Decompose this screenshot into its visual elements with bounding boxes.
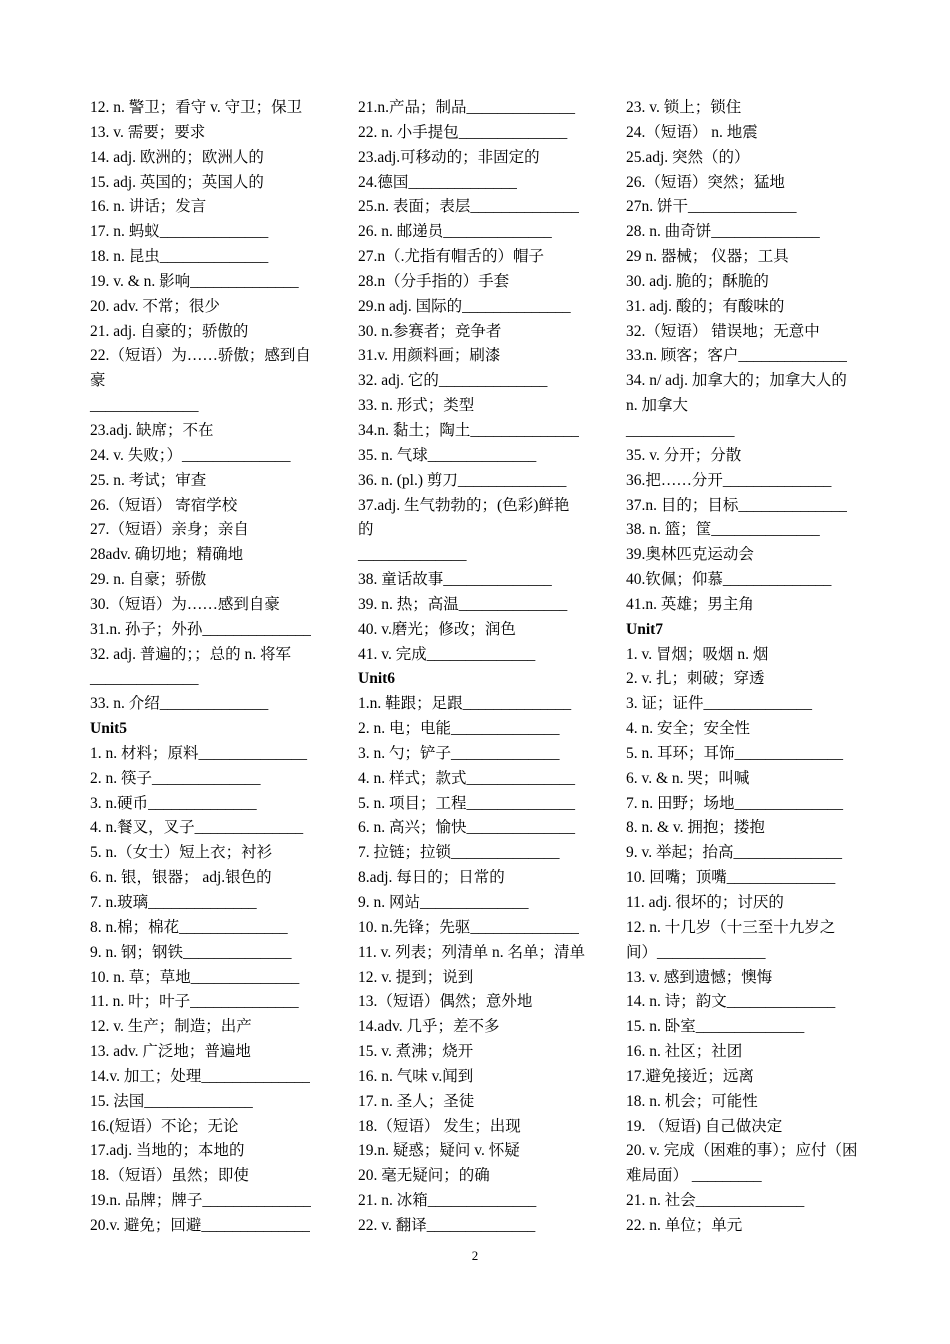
vocab-line: 19.n. 品牌；牌子______________ xyxy=(90,1192,311,1210)
vocab-line: 22. n. 单位；单元 xyxy=(626,1216,743,1234)
vocab-line: 20.v. 避免；回避______________ xyxy=(90,1216,310,1234)
vocab-line: 17.避免接近；远离 xyxy=(626,1067,754,1085)
unit-heading: Unit7 xyxy=(626,620,664,638)
vocab-line: 8.adj. 每日的；日常的 xyxy=(358,869,505,887)
vocab-line: 18.（短语） 发生；出现 xyxy=(358,1117,521,1135)
vocab-line: 6. n. 银，银器； adj.银色的 xyxy=(90,869,272,887)
vocab-line: 25.n. 表面；表层______________ xyxy=(358,198,579,216)
vocab-line: 26.（短语）突然；猛地 xyxy=(626,173,785,191)
vocab-line: 32. adj. 它的______________ xyxy=(358,372,548,390)
vocab-line: 9. n. 钢；钢铁______________ xyxy=(90,943,292,961)
vocab-line: 8. n.棉；棉花______________ xyxy=(90,918,288,936)
vocab-line: 10. n.先锋；先驱______________ xyxy=(358,918,579,936)
vocab-line: 19. v. & n. 影响______________ xyxy=(90,272,299,290)
vocab-line: 27.n（.尤指有帽舌的）帽子 xyxy=(358,248,545,266)
vocab-line: 24. v. 失败；）______________ xyxy=(90,446,291,464)
vocab-line: 24.德国______________ xyxy=(358,173,517,191)
vocab-line: 31.v. 用颜料画；刷漆 xyxy=(358,347,501,365)
vocab-line: 间）______________ xyxy=(626,943,766,961)
unit-heading: Unit5 xyxy=(90,720,128,738)
vocab-line: 10. n. 草；草地______________ xyxy=(90,968,300,986)
vocab-line: 3. 证；证件______________ xyxy=(626,695,813,713)
vocab-line: 18. n. 机会；可能性 xyxy=(626,1092,758,1110)
vocab-line: 39.奥林匹克运动会 xyxy=(626,546,754,564)
vocab-line: 10. 回嘴；顶嘴______________ xyxy=(626,869,836,887)
vocab-line: 豪 xyxy=(90,372,106,390)
vocab-line: 8. n. & v. 拥抱；搂抱 xyxy=(626,819,765,837)
vocab-line: 23.adj. 缺席；不在 xyxy=(90,421,214,439)
vocab-line: 9. n. 网站______________ xyxy=(358,894,529,911)
vocab-line: 19. （短语) 自己做决定 xyxy=(626,1117,783,1135)
vocab-line: ______________ xyxy=(90,397,199,415)
vocab-line: 23.adj.可移动的；非固定的 xyxy=(358,148,540,166)
vocab-line: 26. n. 邮递员______________ xyxy=(358,223,552,241)
vocab-line: 2. n. 筷子______________ xyxy=(90,769,261,787)
vocab-line: 13. adv. 广泛地；普遍地 xyxy=(90,1043,251,1061)
vocab-line: 38. n. 篮；筐______________ xyxy=(626,521,820,539)
vocab-line: 5. n. 耳环；耳饰______________ xyxy=(626,744,844,762)
vocab-line: 32.（短语） 错误地；无意中 xyxy=(626,322,820,340)
vocab-line: 18. n. 昆虫______________ xyxy=(90,248,269,266)
vocab-line: 11. v. 列表；列清单 n. 名单；清单 xyxy=(358,943,586,961)
vocab-line: 7. n. 田野；场地______________ xyxy=(626,794,844,812)
vocab-line: 16.(短语）不论；无论 xyxy=(90,1117,239,1135)
vocab-line: 36.把……分开______________ xyxy=(626,471,832,489)
vocab-line: 26.（短语） 寄宿学校 xyxy=(90,496,238,514)
vocab-line: 11. adj. 很坏的；讨厌的 xyxy=(626,894,784,911)
vocab-line: 13. v. 感到遗憾；懊悔 xyxy=(626,968,773,986)
vocab-line: 31.n. 孙子；外孙______________ xyxy=(90,620,311,638)
column-middle xyxy=(358,96,598,1239)
vocab-line: 25.adj. 突然（的） xyxy=(626,148,750,166)
vocab-line: 15. adj. 英国的；英国人的 xyxy=(90,173,264,191)
page-number: 2 xyxy=(471,1248,479,1263)
vocab-line: ______________ xyxy=(90,670,199,688)
vocab-line: 28.n（分手指的）手套 xyxy=(358,272,510,290)
vocab-line: 15. v. 煮沸；烧开 xyxy=(358,1043,474,1061)
vocab-line: 33.n. 顾客；客户______________ xyxy=(626,347,847,365)
vocab-line: 9. v. 举起；抬高______________ xyxy=(626,844,842,862)
vocab-line: 39. n. 热；高温______________ xyxy=(358,595,568,613)
vocab-line: 35. v. 分开；分散 xyxy=(626,446,742,464)
vocab-line: 3. n. 勺；铲子______________ xyxy=(358,744,560,762)
vocab-line: 34.n. 黏土；陶土______________ xyxy=(358,421,579,439)
vocab-line: 16. n. 社区；社团 xyxy=(626,1043,743,1061)
vocab-line: 6. n. 高兴；愉快______________ xyxy=(358,819,576,837)
vocab-line: 37.adj. 生气勃勃的；(色彩)鲜艳 xyxy=(358,496,570,514)
vocab-line: 17.adj. 当地的；本地的 xyxy=(90,1142,245,1160)
vocab-line: 33. n. 形式；类型 xyxy=(358,397,475,415)
vocab-line: 17. n. 圣人；圣徒 xyxy=(358,1092,475,1110)
vocab-line: 22. v. 翻译______________ xyxy=(358,1216,536,1234)
vocab-line: 4. n. 样式；款式______________ xyxy=(358,769,576,787)
vocab-line: 难局面） _________ xyxy=(626,1167,762,1185)
vocab-line: 20. adv. 不常；很少 xyxy=(90,297,220,315)
column-left xyxy=(90,96,330,1239)
vocab-line: ______________ xyxy=(358,546,467,564)
vocab-line: 20. v. 完成（困难的事）；应付（困 xyxy=(626,1142,858,1160)
vocab-line: 4. n.餐叉，叉子______________ xyxy=(90,819,304,837)
vocab-line: 24.（短语） n. 地震 xyxy=(626,123,758,141)
vocab-line: 2. n. 电；电能______________ xyxy=(358,720,560,738)
vocab-line: 37.n. 目的；目标______________ xyxy=(626,496,847,514)
vocab-line: 30. adj. 脆的；酥脆的 xyxy=(626,272,769,290)
vocab-line: 30.（短语）为……感到自豪 xyxy=(90,595,280,613)
vocab-line: 41.n. 英雄；男主角 xyxy=(626,595,754,613)
vocab-line: 16. n. 讲话；发言 xyxy=(90,198,207,216)
unit-heading: Unit6 xyxy=(358,670,396,688)
vocab-line: ______________ xyxy=(626,421,735,439)
vocab-line: 14. adj. 欧洲的；欧洲人的 xyxy=(90,148,264,166)
vocab-line: 1. v. 冒烟；吸烟 n. 烟 xyxy=(626,645,769,663)
vocab-line: 23. v. 锁上；锁住 xyxy=(626,99,742,116)
vocab-line: 20. 毫无疑问；的确 xyxy=(358,1167,490,1185)
vocab-line: 22. n. 小手提包______________ xyxy=(358,123,568,141)
vocab-line: 5. n. 项目；工程______________ xyxy=(358,794,576,812)
vocab-line: 2. v. 扎；刺破；穿透 xyxy=(626,670,765,688)
vocab-line: 27.（短语）亲身；亲自 xyxy=(90,521,249,539)
column-right xyxy=(626,96,866,1239)
vocab-line: 15. 法国______________ xyxy=(90,1092,253,1110)
vocab-line: 40.钦佩；仰慕______________ xyxy=(626,571,832,589)
vocab-line: 22.（短语）为……骄傲；感到自 xyxy=(90,347,311,365)
vocab-line: 40. v.磨光；修改；润色 xyxy=(358,620,516,638)
vocab-line: 21. n. 冰箱______________ xyxy=(358,1192,537,1210)
vocab-line: 30. n.参赛者；竞争者 xyxy=(358,322,502,340)
vocab-line: 34. n/ adj. 加拿大的；加拿大人的 xyxy=(626,372,847,390)
vocab-line: 41. v. 完成______________ xyxy=(358,645,536,663)
vocab-line: 7. n.玻璃______________ xyxy=(90,894,257,911)
vocab-line: 27n. 饼干______________ xyxy=(626,198,797,216)
vocab-line: 21. adj. 自豪的；骄傲的 xyxy=(90,322,249,340)
vocab-line: 36. n. (pl.) 剪刀______________ xyxy=(358,471,567,489)
vocab-line: 18.（短语）虽然；即使 xyxy=(90,1167,249,1185)
vocab-line: 4. n. 安全；安全性 xyxy=(626,720,751,738)
vocab-line: 38. 童话故事______________ xyxy=(358,571,552,589)
vocab-line: 12. n. 警卫；看守 v. 守卫；保卫 xyxy=(90,99,303,116)
vocab-line: 1. n. 材料；原料______________ xyxy=(90,744,308,762)
vocab-line: 32. adj. 普遍的；；总的 n. 将军 xyxy=(90,645,292,663)
vocab-line: 28adv. 确切地；精确地 xyxy=(90,546,244,564)
vocab-line: n. 加拿大 xyxy=(626,397,689,415)
vocab-line: 14. n. 诗；韵文______________ xyxy=(626,993,836,1011)
vocab-line: 29 n. 器械； 仪器；工具 xyxy=(626,248,789,266)
vocab-line: 16. n. 气味 v.闻到 xyxy=(358,1067,474,1085)
vocab-line: 31. adj. 酸的；有酸味的 xyxy=(626,297,785,315)
vocab-line: 15. n. 卧室______________ xyxy=(626,1018,805,1036)
vocab-line: 35. n. 气球______________ xyxy=(358,446,537,464)
vocab-line: 21. n. 社会______________ xyxy=(626,1192,805,1210)
vocab-line: 3. n.硬币______________ xyxy=(90,794,257,812)
vocab-line: 的 xyxy=(358,521,374,539)
vocab-line: 14.adv. 几乎；差不多 xyxy=(358,1018,500,1036)
vocab-line: 5. n.（女士）短上衣；衬衫 xyxy=(90,844,273,862)
vocab-line: 29. n. 自豪；骄傲 xyxy=(90,571,207,589)
vocab-line: 13. v. 需要；要求 xyxy=(90,123,206,141)
vocab-line: 13.（短语）偶然；意外地 xyxy=(358,993,533,1011)
vocab-line: 25. n. 考试；审查 xyxy=(90,471,207,489)
vocab-line: 7. 拉链；拉锁______________ xyxy=(358,844,560,862)
vocab-line: 12. n. 十几岁（十三至十九岁之 xyxy=(626,918,836,936)
vocab-line: 1.n. 鞋跟；足跟______________ xyxy=(358,695,572,713)
vocab-line: 29.n adj. 国际的______________ xyxy=(358,297,571,315)
vocab-line: 21.n.产品；制品______________ xyxy=(358,99,576,116)
vocab-line: 14.v. 加工；处理______________ xyxy=(90,1067,310,1085)
vocab-line: 17. n. 蚂蚁______________ xyxy=(90,223,269,241)
vocab-line: 12. v. 生产；制造；出产 xyxy=(90,1018,252,1036)
vocab-line: 6. v. & n. 哭；叫喊 xyxy=(626,769,750,787)
vocab-line: 11. n. 叶；叶子______________ xyxy=(90,993,299,1011)
vocab-line: 33. n. 介绍______________ xyxy=(90,695,269,713)
vocab-line: 28. n. 曲奇饼______________ xyxy=(626,223,820,241)
vocab-line: 12. v. 提到；说到 xyxy=(358,968,474,986)
vocab-line: 19.n. 疑惑；疑问 v. 怀疑 xyxy=(358,1142,520,1160)
